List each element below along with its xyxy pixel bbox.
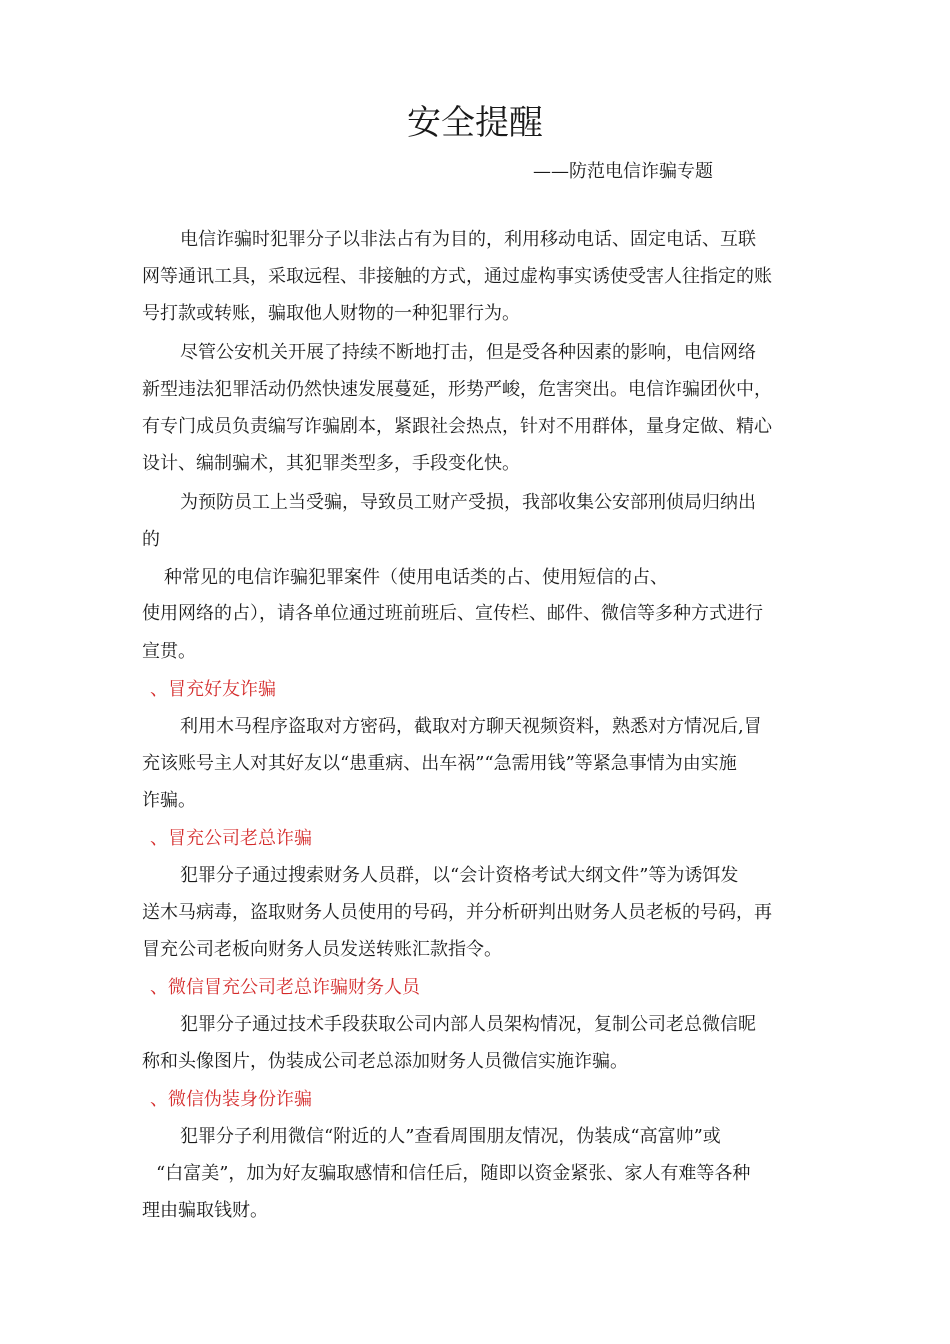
body-line: 理由骗取钱财。 <box>142 1200 268 1221</box>
body-line: 尽管公安机关开展了持续不断地打击，但是受各种因素的影响，电信网络 <box>180 342 756 363</box>
document-title: 安全提醒 <box>407 103 543 143</box>
body-line: 使用网络的占），请各单位通过班前班后、宣传栏、邮件、微信等多种方式进行 <box>142 603 763 624</box>
body-line: 充该账号主人对其好友以“患重病、出车祸”“急需用钱”等紧急事情为由实施 <box>142 753 737 774</box>
document-subtitle: ——防范电信诈骗专题 <box>533 161 713 182</box>
body-line: 设计、编制骗术，其犯罪类型多，手段变化快。 <box>142 453 520 474</box>
body-line: 诈骗。 <box>142 790 196 811</box>
body-line: 利用木马程序盗取对方密码，截取对方聊天视频资料，熟悉对方情况后,冒 <box>180 716 762 737</box>
body-line: 电信诈骗时犯罪分子以非法占有为目的，利用移动电话、固定电话、互联 <box>180 229 756 250</box>
body-line: 犯罪分子利用微信“附近的人”查看周围朋友情况，伪装成“高富帅”或 <box>180 1126 721 1147</box>
body-line: 号打款或转账，骗取他人财物的一种犯罪行为。 <box>142 303 520 324</box>
body-line: 种常见的电信诈骗犯罪案件（使用电话类的占、使用短信的占、 <box>164 567 668 588</box>
section-heading: 、微信伪装身份诈骗 <box>150 1089 312 1110</box>
body-line: 称和头像图片，伪装成公司老总添加财务人员微信实施诈骗。 <box>142 1051 628 1072</box>
section-heading: 、冒充公司老总诈骗 <box>150 828 312 849</box>
body-line: 犯罪分子通过搜索财务人员群，以“会计资格考试大纲文件”等为诱饵发 <box>180 865 739 886</box>
body-line: 冒充公司老板向财务人员发送转账汇款指令。 <box>142 939 502 960</box>
body-line: “白富美”，加为好友骗取感情和信任后，随即以资金紧张、家人有难等各种 <box>156 1163 751 1184</box>
section-heading: 、微信冒充公司老总诈骗财务人员 <box>150 977 420 998</box>
body-line: 为预防员工上当受骗，导致员工财产受损，我部收集公安部刑侦局归纳出 <box>180 492 756 513</box>
body-line: 送木马病毒，盗取财务人员使用的号码，并分析研判出财务人员老板的号码，再 <box>142 902 772 923</box>
section-heading: 、冒充好友诈骗 <box>150 679 276 700</box>
body-line: 新型违法犯罪活动仍然快速发展蔓延，形势严峻，危害突出。电信诈骗团伙中， <box>142 379 772 400</box>
body-line: 的 <box>142 529 160 550</box>
body-line: 网等通讯工具，采取远程、非接触的方式，通过虚构事实诱使受害人往指定的账 <box>142 266 772 287</box>
body-line: 犯罪分子通过技术手段获取公司内部人员架构情况，复制公司老总微信昵 <box>180 1014 756 1035</box>
body-line: 有专门成员负责编写诈骗剧本，紧跟社会热点，针对不用群体，量身定做、精心 <box>142 416 772 437</box>
body-line: 宣贯。 <box>142 641 196 662</box>
